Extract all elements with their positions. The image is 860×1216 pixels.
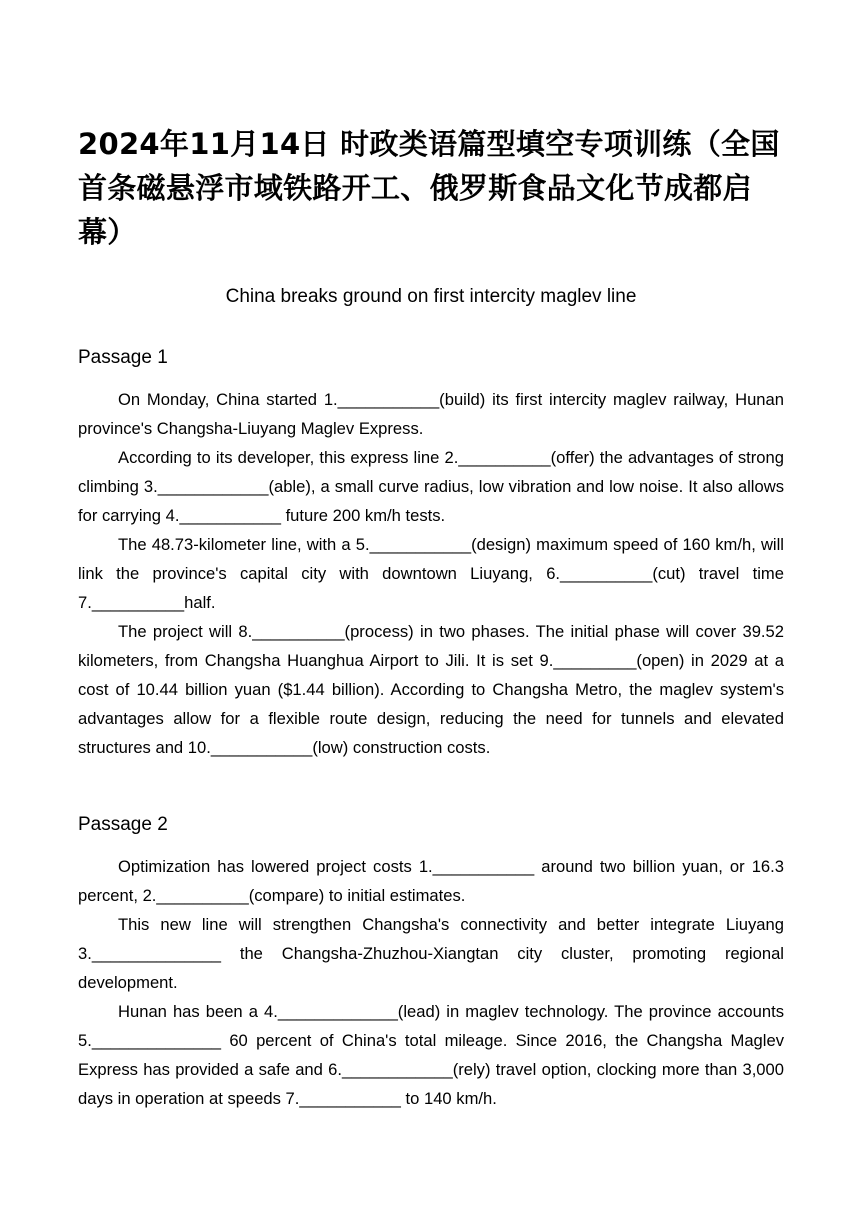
passage-2-paragraph-2: This new line will strengthen Changsha's connectivity and better integrate Liuyang 3.______________ the Changsha-Zhuzhou-Xiangtan city cluster, promoting regional development. [78, 915, 784, 992]
passage-2-body [78, 852, 784, 1113]
passage-1-paragraph-1: On Monday, China started 1.___________(build) its first intercity maglev railway, Hunan province's Changsha-Liuyang Maglev Express. [78, 390, 784, 438]
article-subtitle: China breaks ground on first intercity maglev line [225, 286, 637, 307]
passage-1-body [78, 385, 784, 762]
passage-1-paragraph-4: The project will 8.__________(process) in two phases. The initial phase will cover 39.52 kilometers, from Changsha Huanghua Airport to Jili. It is set 9._________(open) in 2029 at a cost of 10.44 billion yuan ($1.44 billion). According to Changsha Metro, the maglev system's advantages allow for a flexible route design, reducing the need for tunnels and elevated structures and 10.___________(low) construction costs. [78, 622, 784, 757]
passage-1-paragraph-3: The 48.73-kilometer line, with a 5.___________(design) maximum speed of 160 km/h, will link the province's capital city with downtown Liuyang, 6.__________(cut) travel time 7.__________half. [78, 535, 784, 612]
passage-2-heading: Passage 2 [78, 814, 168, 835]
passage-2-paragraph-3: Hunan has been a 4._____________(lead) in maglev technology. The province accounts 5.______________ 60 percent of China's total mileage. Since 2016, the Changsha Maglev Express has provided a safe and 6.____________(rely) travel option, clocking more than 3,000 days in operation at speeds 7.___________ to 140 km/h. [78, 1002, 784, 1108]
document-title: 2024年11月14日 时政类语篇型填空专项训练（全国首条磁悬浮市域铁路开工、俄罗斯食品文化节成都启幕） [78, 127, 780, 249]
passage-2-paragraph-1: Optimization has lowered project costs 1.___________ around two billion yuan, or 16.3 percent, 2.__________(compare) to initial estimates. [78, 857, 784, 905]
passage-1-paragraph-2: According to its developer, this express line 2.__________(offer) the advantages of strong climbing 3.____________(able), a small curve radius, low vibration and low noise. It also allows for carrying 4.___________ future 200 km/h tests. [78, 448, 784, 525]
passage-1-heading: Passage 1 [78, 347, 168, 368]
